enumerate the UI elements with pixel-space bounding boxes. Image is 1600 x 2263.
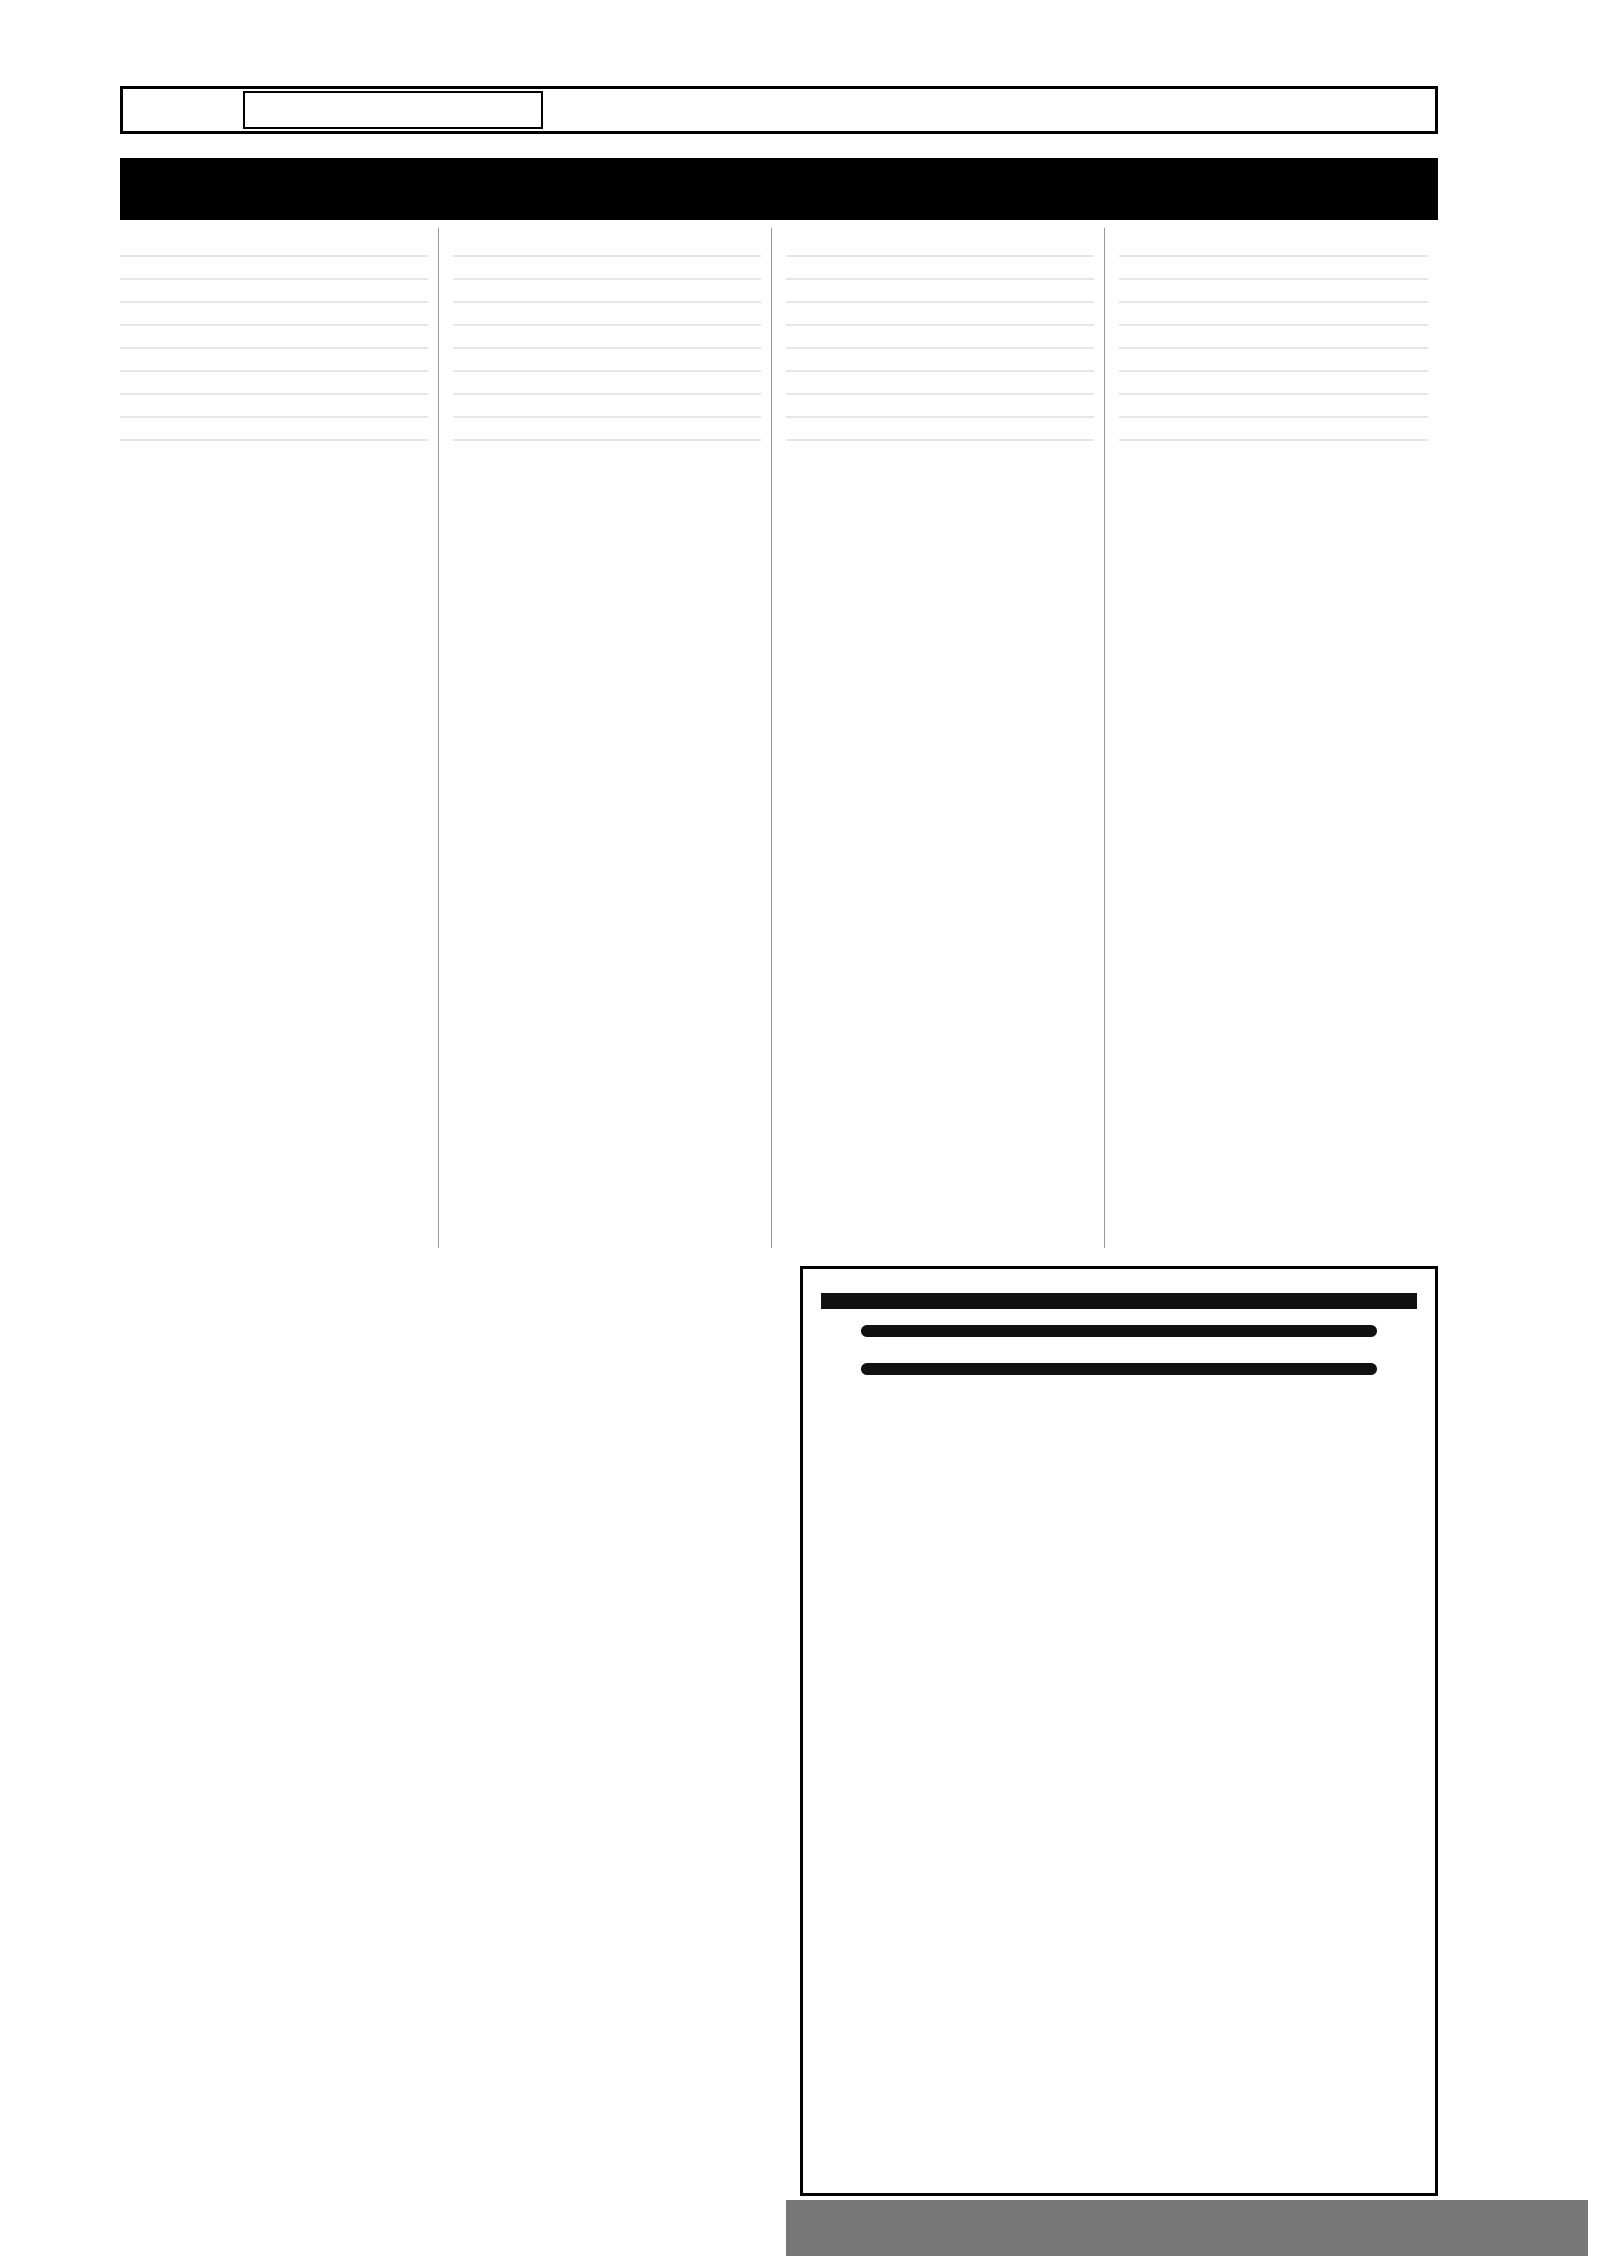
column <box>120 228 439 1248</box>
column <box>786 228 1105 1248</box>
text-placeholder <box>453 234 761 454</box>
masthead <box>120 86 1438 134</box>
police-heading <box>861 1325 1377 1337</box>
section-tag <box>243 91 543 129</box>
helpline-subtitle <box>821 1293 1417 1309</box>
news-story <box>453 234 761 454</box>
continued-banner <box>120 158 1438 220</box>
converter-watermark <box>786 2200 1588 2256</box>
column <box>453 228 772 1248</box>
text-placeholder <box>786 234 1094 454</box>
dc-heading <box>861 1363 1377 1375</box>
news-story <box>1119 234 1428 454</box>
news-story <box>786 234 1094 454</box>
text-placeholder <box>1119 234 1428 454</box>
text-placeholder <box>120 234 428 454</box>
helpline-advertisement <box>800 1266 1438 2196</box>
column <box>1119 228 1438 1248</box>
news-story <box>120 234 428 454</box>
news-columns <box>120 228 1438 1248</box>
